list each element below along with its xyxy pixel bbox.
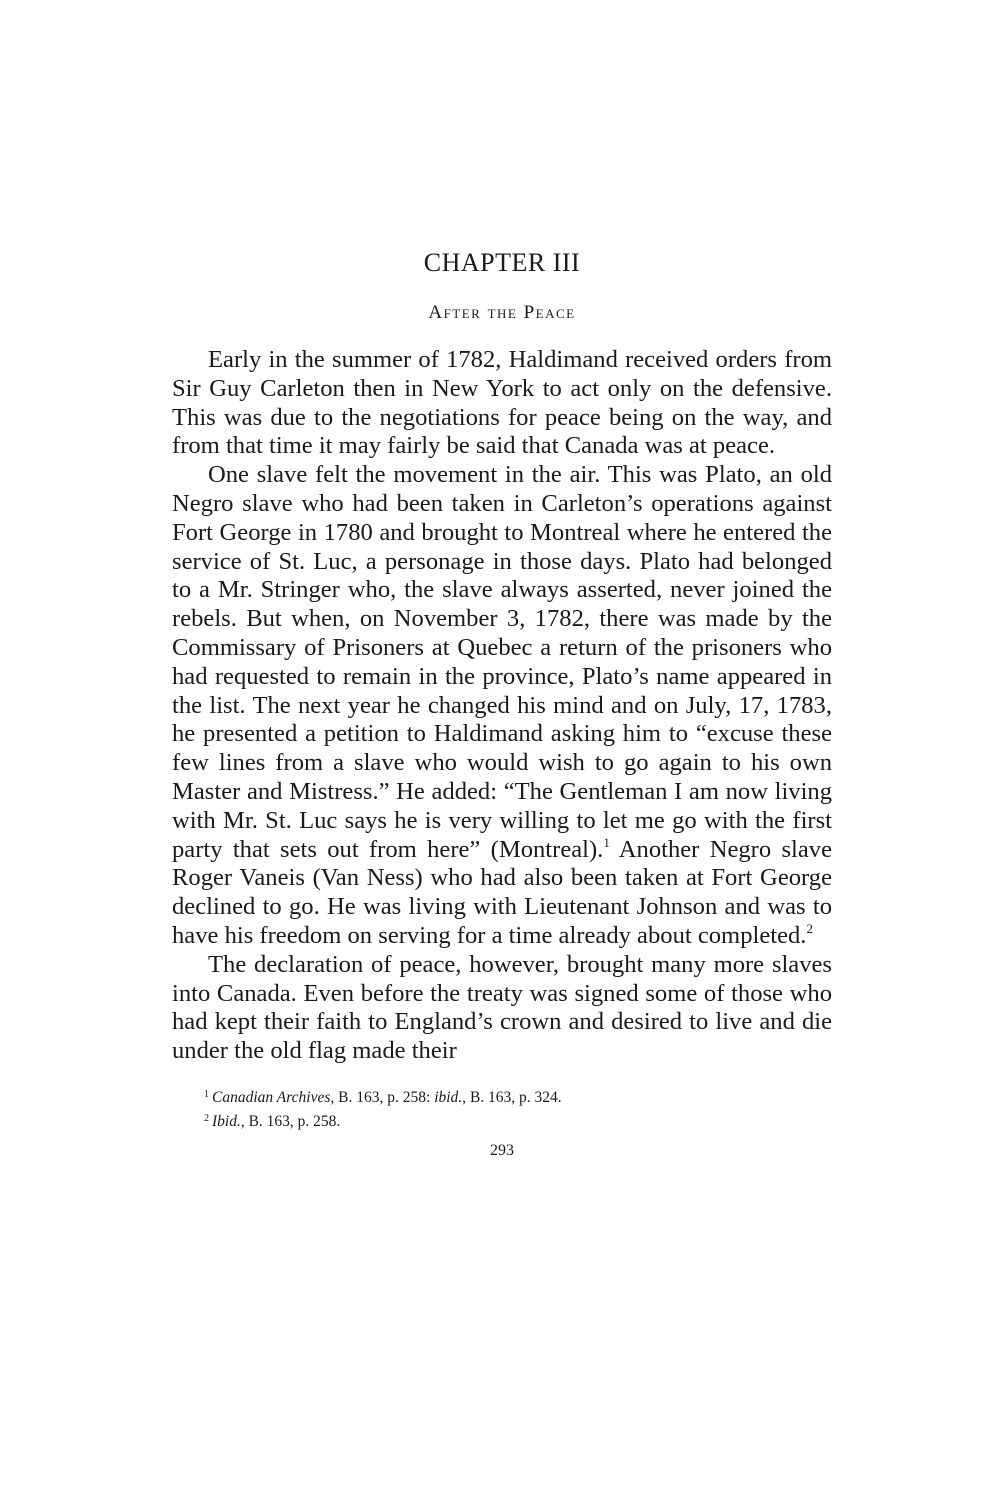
- footnote-mark: 2: [204, 1112, 209, 1124]
- footnote: [172, 1108, 832, 1132]
- footnote-ref: 2: [806, 920, 813, 936]
- paragraph: [172, 951, 832, 1066]
- page-number: 293: [490, 1141, 514, 1159]
- text-segment: One slave felt the movement in the air. This was Plato, an old Negro slave who had been taken in Carleton’s operations against Fort George in 1780 and brought to Montreal where he entered the service of St. Luc, a personage in those days. Plato had belonged to a Mr. Stringer who, the slave always asserted, never joined the rebels. But when, on November 3, 1782, there was made by the Commissary of Prisoners at Quebec a return of the prisoners who had requested to remain in the province, Plato’s name appeared in the list. The next year he changed his mind and on July, 17, 1783, he presented a petition to Haldimand asking him to “excuse these few lines from a slave who would wish to go again to his own Master and Mistress.” He added: “The Gentleman I am now living with Mr. St. Luc says he is very willing to let me go with the first party that sets out from here” (Montreal).: [172, 461, 832, 863]
- text-segment: Early in the summer of 1782, Haldimand received orders from Sir Guy Carleton then in New York to act only on the defensive. This was due to the negotiations for peace being on the way, and from that time it may fairly be said that Canada was at peace.: [172, 346, 832, 460]
- text-segment: Another Negro slave Roger Vaneis (Van Ness) who had also been taken at Fort George declined to go. He was living with Lieutenant Johnson and was to have his freedom on serving for a time already about completed.: [172, 835, 832, 949]
- section-title: After the Peace: [428, 302, 576, 323]
- book-page: [172, 248, 832, 1160]
- footnote-citation: Canadian Archives,: [212, 1088, 335, 1106]
- footnote-text: B. 163, p. 324.: [466, 1088, 562, 1106]
- text-segment: The declaration of peace, however, brought many more slaves into Canada. Even before the treaty was signed some of those who had kept their faith to England’s crown and desired to live and die under the old flag made their: [172, 950, 832, 1065]
- paragraph: [172, 346, 832, 461]
- footnote-text: B. 163, p. 258:: [334, 1088, 435, 1106]
- footnote-citation: ibid.,: [434, 1088, 467, 1106]
- body-text: [172, 346, 832, 1066]
- footnotes: [172, 1084, 832, 1132]
- footnote-mark: 1: [204, 1088, 209, 1100]
- paragraph: [172, 461, 832, 951]
- footnote: [172, 1084, 832, 1108]
- footnote-ref: 1: [603, 834, 610, 850]
- footnote-text: B. 163, p. 258.: [244, 1112, 341, 1130]
- chapter-title: CHAPTER III: [423, 248, 581, 277]
- footnote-citation: Ibid.,: [212, 1112, 245, 1130]
